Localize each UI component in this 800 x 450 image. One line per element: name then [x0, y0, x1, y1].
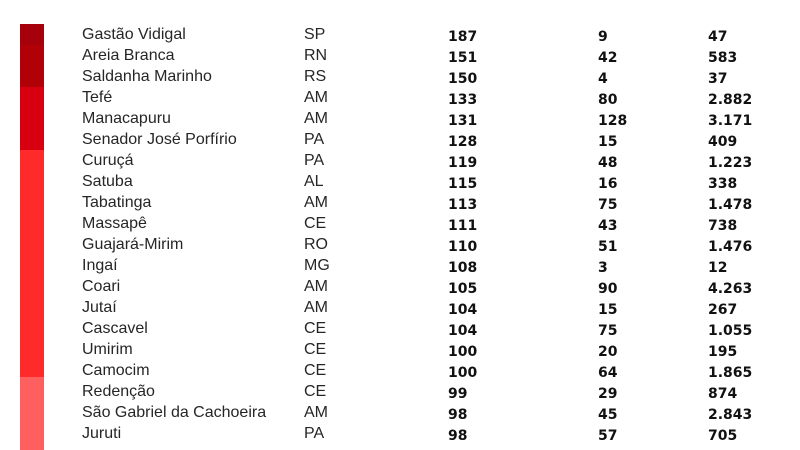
table-row: [0, 66, 800, 87]
value-col-1: 100: [448, 365, 478, 381]
value-col-1: 98: [448, 407, 468, 423]
value-col-3: 47: [708, 29, 728, 45]
value-col-1: 111: [448, 218, 478, 234]
value-col-1: 119: [448, 155, 478, 171]
state-code: AM: [304, 278, 328, 295]
city-name: Guajará-Mirim: [82, 236, 184, 253]
value-col-2: 75: [598, 197, 618, 213]
value-col-2: 15: [598, 302, 618, 318]
value-col-3: 3.171: [708, 113, 753, 129]
value-col-3: 1.865: [708, 365, 753, 381]
value-col-1: 110: [448, 239, 478, 255]
value-col-3: 583: [708, 50, 738, 66]
city-name: Curuçá: [82, 152, 134, 169]
state-code: RN: [304, 47, 328, 64]
city-name: Gastão Vidigal: [82, 26, 186, 43]
value-col-3: 2.843: [708, 407, 753, 423]
value-col-3: 37: [708, 71, 728, 87]
state-code: AM: [304, 299, 328, 316]
value-col-2: 57: [598, 428, 618, 444]
value-col-1: 151: [448, 50, 478, 66]
state-code: RS: [304, 68, 327, 85]
value-col-1: 100: [448, 344, 478, 360]
city-name: Satuba: [82, 173, 133, 190]
city-name: Ingaí: [82, 257, 118, 274]
state-code: SP: [304, 26, 326, 43]
value-col-1: 108: [448, 260, 478, 276]
value-col-3: 1.478: [708, 197, 753, 213]
value-col-3: 267: [708, 302, 738, 318]
city-name: Juruti: [82, 425, 122, 442]
city-name: Areia Branca: [82, 47, 175, 64]
value-col-3: 12: [708, 260, 728, 276]
table-row: [0, 423, 800, 444]
value-col-2: 16: [598, 176, 618, 192]
value-col-1: 104: [448, 323, 478, 339]
value-col-1: 113: [448, 197, 478, 213]
city-name: Cascavel: [82, 320, 148, 337]
city-name: Saldanha Marinho: [82, 68, 212, 85]
table-row: [0, 87, 800, 108]
state-code: CE: [304, 320, 327, 337]
city-name: Jutaí: [82, 299, 117, 316]
value-col-2: 51: [598, 239, 618, 255]
city-name: Umirim: [82, 341, 133, 358]
city-name: Camocim: [82, 362, 150, 379]
table-row: [0, 297, 800, 318]
value-col-2: 48: [598, 155, 618, 171]
table-row: [0, 150, 800, 171]
table-row: [0, 108, 800, 129]
state-code: CE: [304, 362, 327, 379]
value-col-2: 29: [598, 386, 618, 402]
value-col-1: 128: [448, 134, 478, 150]
city-name: Senador José Porfírio: [82, 131, 237, 148]
table-row: [0, 24, 800, 45]
table-row: [0, 402, 800, 423]
value-col-2: 20: [598, 344, 618, 360]
table-row: [0, 318, 800, 339]
value-col-3: 1.055: [708, 323, 753, 339]
value-col-2: 80: [598, 92, 618, 108]
table-row: [0, 192, 800, 213]
state-code: PA: [304, 152, 325, 169]
table-row: [0, 255, 800, 276]
value-col-2: 45: [598, 407, 618, 423]
city-name: Massapê: [82, 215, 147, 232]
city-name: Manacapuru: [82, 110, 171, 127]
city-name: Coari: [82, 278, 121, 295]
state-code: PA: [304, 425, 325, 442]
value-col-2: 64: [598, 365, 618, 381]
table-row: [0, 234, 800, 255]
state-code: AL: [304, 173, 324, 190]
table-row: [0, 129, 800, 150]
municipality-table: [0, 24, 800, 444]
value-col-2: 42: [598, 50, 618, 66]
value-col-3: 409: [708, 134, 738, 150]
table-row: [0, 339, 800, 360]
state-code: AM: [304, 404, 328, 421]
table-row: [0, 213, 800, 234]
value-col-2: 90: [598, 281, 618, 297]
value-col-2: 3: [598, 260, 608, 276]
value-col-1: 187: [448, 29, 478, 45]
value-col-2: 128: [598, 113, 628, 129]
state-code: CE: [304, 215, 327, 232]
value-col-2: 9: [598, 29, 608, 45]
table-row: [0, 171, 800, 192]
value-col-3: 1.223: [708, 155, 753, 171]
value-col-3: 705: [708, 428, 738, 444]
value-col-3: 738: [708, 218, 738, 234]
state-code: CE: [304, 383, 327, 400]
value-col-1: 150: [448, 71, 478, 87]
city-name: São Gabriel da Cachoeira: [82, 404, 267, 421]
value-col-1: 98: [448, 428, 468, 444]
value-col-2: 43: [598, 218, 618, 234]
city-name: Tabatinga: [82, 194, 152, 211]
state-code: CE: [304, 341, 327, 358]
value-col-2: 15: [598, 134, 618, 150]
value-col-3: 338: [708, 176, 738, 192]
state-code: MG: [304, 257, 330, 274]
table-row: [0, 360, 800, 381]
state-code: PA: [304, 131, 325, 148]
value-col-3: 195: [708, 344, 738, 360]
value-col-2: 4: [598, 71, 608, 87]
state-code: AM: [304, 89, 328, 106]
state-code: AM: [304, 110, 328, 127]
state-code: AM: [304, 194, 328, 211]
table-row: [0, 45, 800, 66]
table-row: [0, 381, 800, 402]
table-row: [0, 276, 800, 297]
state-code: RO: [304, 236, 328, 253]
value-col-3: 4.263: [708, 281, 753, 297]
value-col-1: 133: [448, 92, 478, 108]
value-col-1: 131: [448, 113, 478, 129]
value-col-2: 75: [598, 323, 618, 339]
value-col-3: 2.882: [708, 92, 753, 108]
value-col-3: 874: [708, 386, 738, 402]
value-col-1: 115: [448, 176, 478, 192]
city-name: Redenção: [82, 383, 155, 400]
value-col-1: 104: [448, 302, 478, 318]
value-col-3: 1.476: [708, 239, 753, 255]
city-name: Tefé: [82, 89, 113, 106]
value-col-1: 105: [448, 281, 478, 297]
value-col-1: 99: [448, 386, 468, 402]
